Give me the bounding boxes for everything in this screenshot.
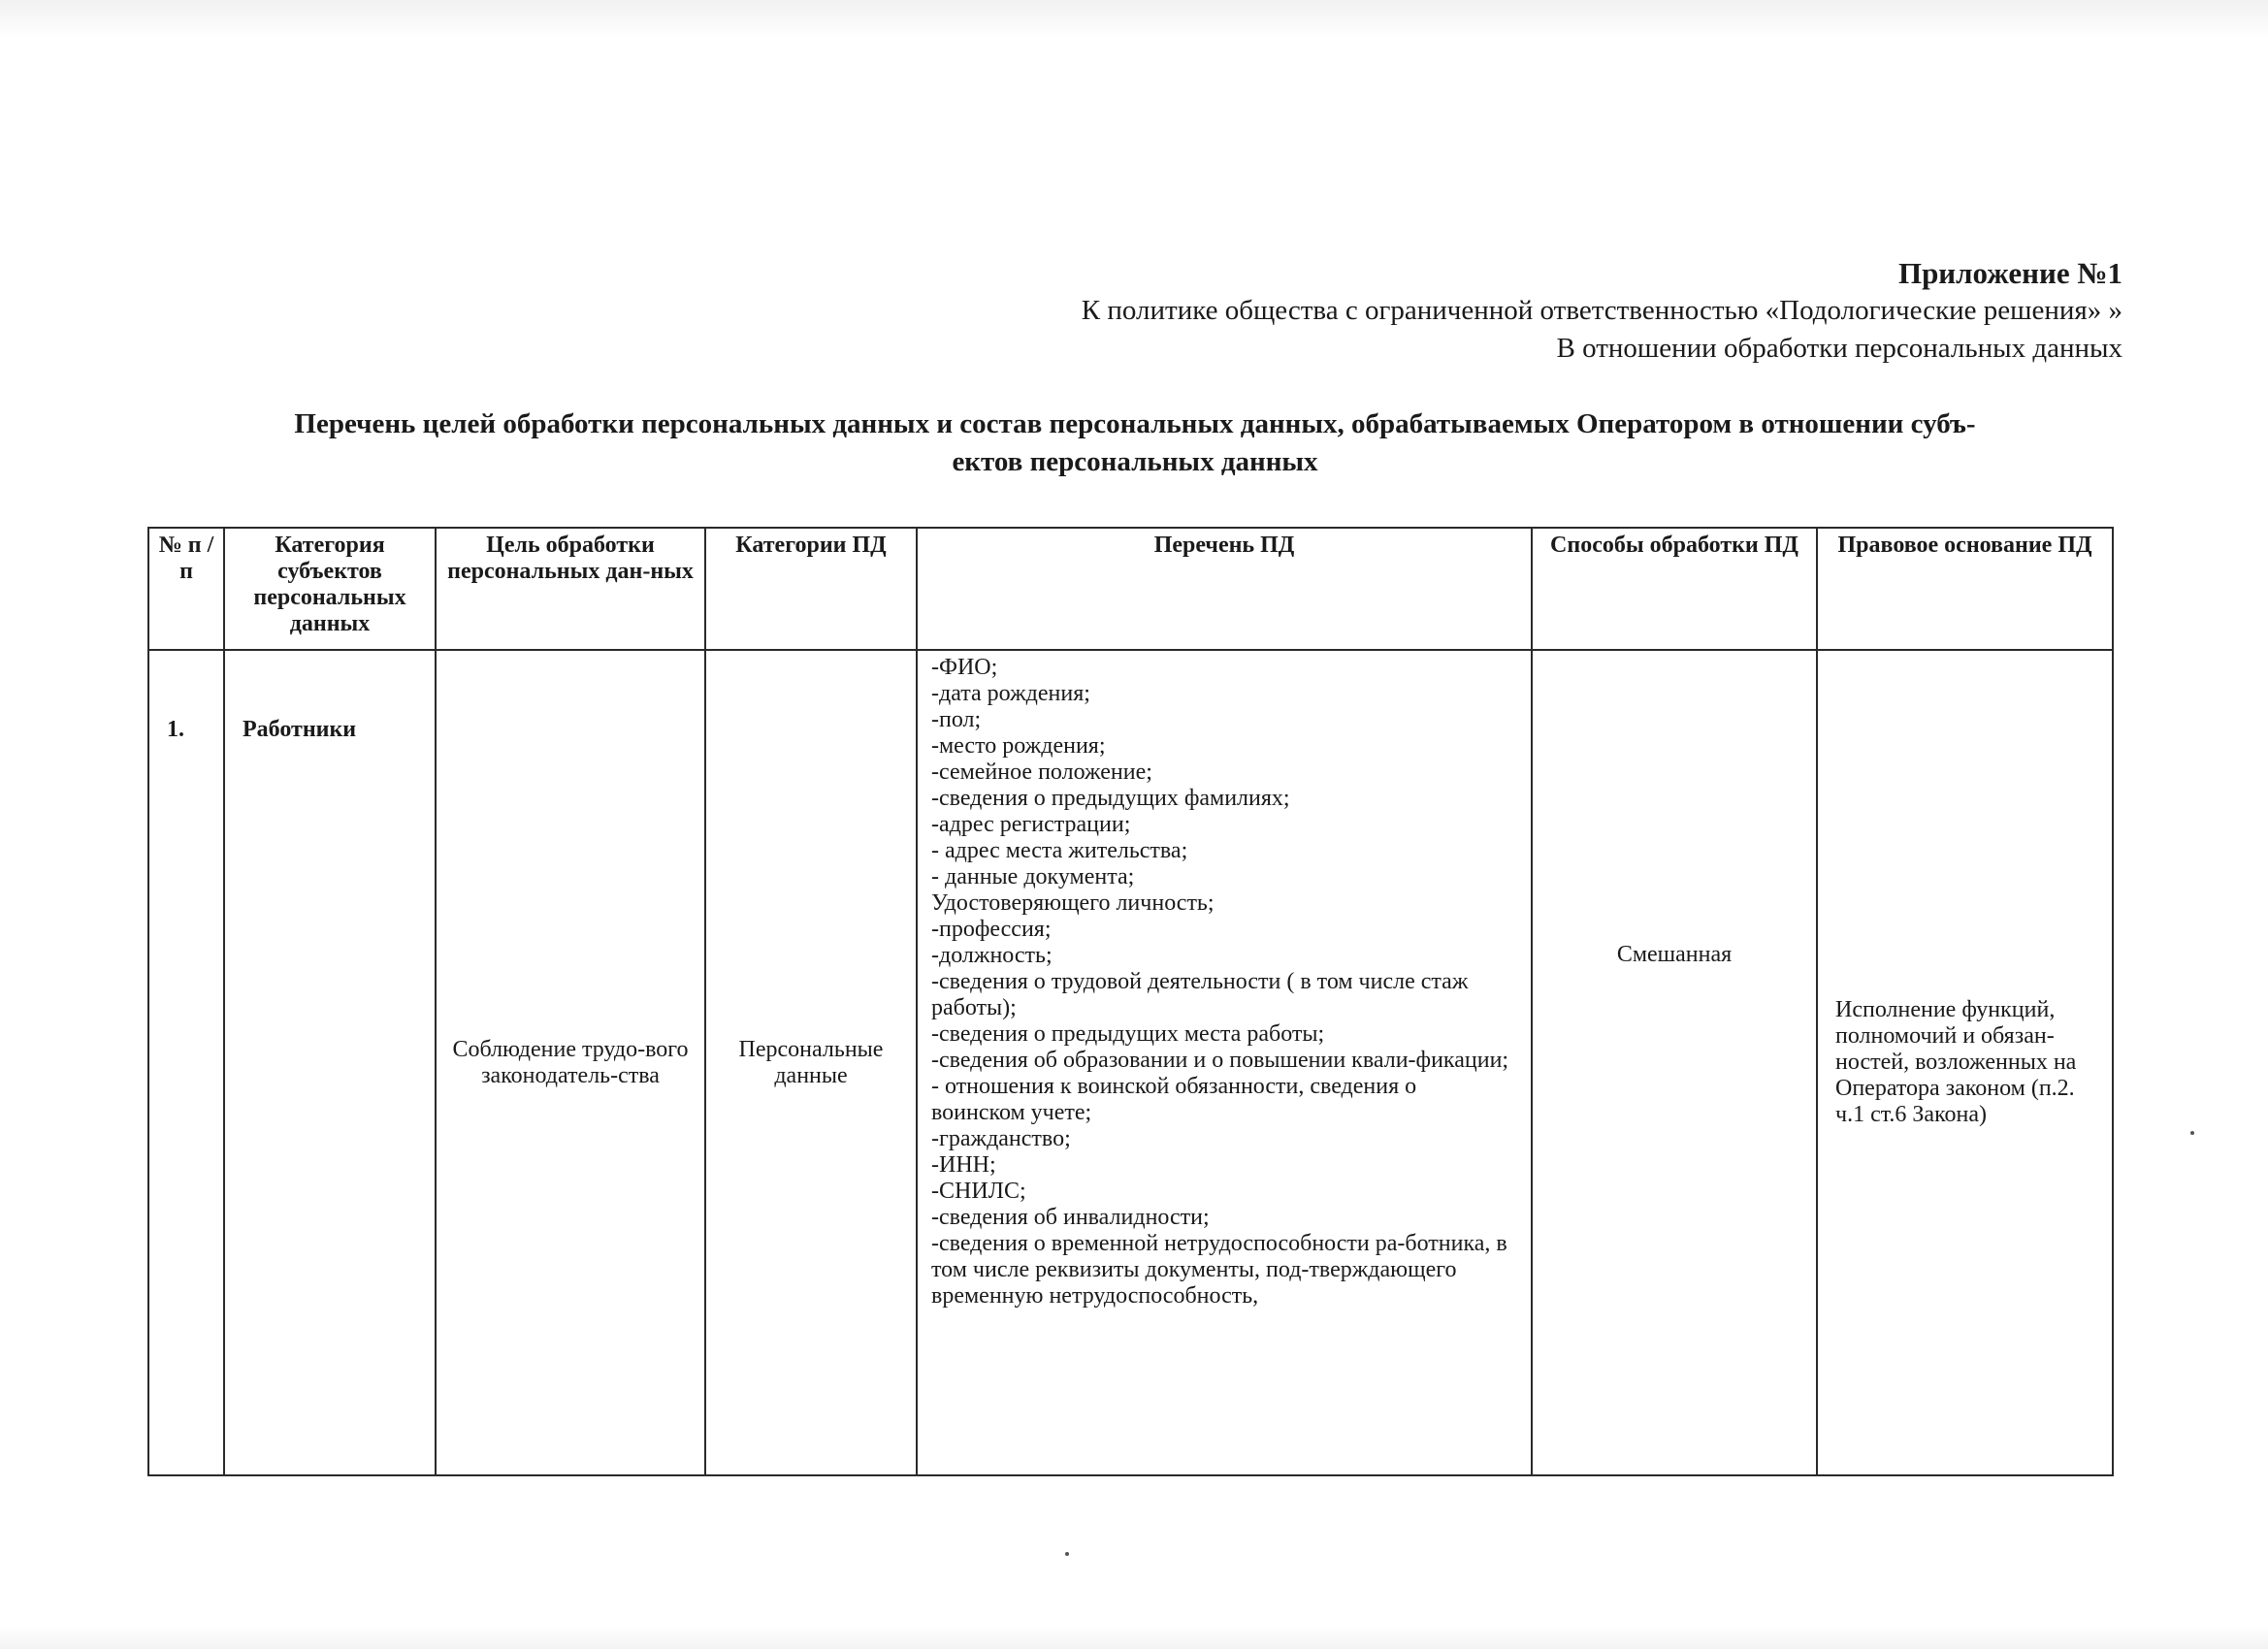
- pd-list-item: -сведения о временной нетрудоспособности ра-ботника, в том числе реквизиты документы, под-тверждающего временную нетрудоспособность,: [931, 1231, 1507, 1309]
- pd-list-item: -пол;: [931, 707, 982, 732]
- legal-basis: Исполнение функций, полномочий и обязан-ностей, возложенных на Оператора законом (п.2. ч.1 ст.6 Закона): [1817, 650, 2113, 1475]
- pd-list-item: -сведения об образовании и о повышении квали-фикации;: [931, 1048, 1509, 1073]
- column-header-purpose: Цель обработки персональных дан-ных: [436, 528, 705, 650]
- column-header-subject-category: Категория субъектов персональных данных: [224, 528, 436, 650]
- pd-list-item: Удостоверяющего личность;: [931, 890, 1215, 916]
- pd-list-item: -СНИЛС;: [931, 1179, 1026, 1204]
- pd-list: [917, 650, 1532, 1475]
- pd-list-item: -профессия;: [931, 917, 1052, 942]
- column-header-method: Способы обработки ПД: [1532, 528, 1817, 650]
- pd-purposes-table: [147, 527, 2114, 1476]
- pd-category: Персональные данные: [705, 650, 917, 1475]
- pd-list-item: -ФИО;: [931, 655, 998, 680]
- pd-list-item: -сведения о трудовой деятельности ( в том числе стаж работы);: [931, 969, 1469, 1020]
- pd-list-item: -сведения об инвалидности;: [931, 1205, 1210, 1230]
- column-header-pd-category: Категории ПД: [705, 528, 917, 650]
- scan-speck: [2190, 1131, 2194, 1135]
- pd-list-item: -сведения о предыдущих места работы;: [931, 1021, 1325, 1047]
- scan-shade-top: [0, 0, 2268, 39]
- subject-line: В отношении обработки персональных данных: [1556, 333, 2122, 364]
- policy-line: К политике общества с ограниченной ответственностью «Подологические решения» »: [1081, 295, 2122, 326]
- appendix-header: [1082, 254, 2122, 368]
- pd-list-item: - данные документа;: [931, 864, 1135, 889]
- pd-list-item: -дата рождения;: [931, 681, 1090, 706]
- processing-purpose: Соблюдение трудо-вого законодатель-ства: [436, 650, 705, 1475]
- pd-list-item: -ИНН;: [931, 1152, 996, 1178]
- pd-list-item: -семейное положение;: [931, 760, 1152, 785]
- pd-list-item: -адрес регистрации;: [931, 812, 1131, 837]
- pd-list-item: - отношения к воинской обязанности, сведения о воинском учете;: [931, 1074, 1417, 1125]
- processing-method: Смешанная: [1532, 650, 1817, 1475]
- column-header-pd-list: Перечень ПД: [917, 528, 1532, 650]
- title-line-2: ектов персональных данных: [952, 446, 1318, 477]
- table-header-row: [148, 528, 2113, 650]
- pd-list-item: -сведения о предыдущих фамилиях;: [931, 786, 1290, 811]
- row-number: 1.: [148, 650, 224, 1475]
- subject-category: Работники: [224, 650, 436, 1475]
- title-line-1: Перечень целей обработки персональных данных и состав персональных данных, обрабатываемых Оператором в отношении субъ-: [294, 408, 1976, 439]
- document-title: [146, 405, 2124, 481]
- pd-list-item: -место рождения;: [931, 733, 1106, 759]
- pd-list-item: -гражданство;: [931, 1126, 1071, 1151]
- pd-list-item: -должность;: [931, 943, 1053, 968]
- appendix-label: Приложение №1: [1897, 256, 2122, 290]
- scan-shade-bottom: [0, 1626, 2268, 1649]
- table-row: [148, 650, 2113, 1475]
- column-header-number: № п / п: [148, 528, 224, 650]
- pd-list-item: - адрес места жительства;: [931, 838, 1188, 863]
- column-header-legal-basis: Правовое основание ПД: [1817, 528, 2113, 650]
- scan-speck: [1065, 1552, 1069, 1556]
